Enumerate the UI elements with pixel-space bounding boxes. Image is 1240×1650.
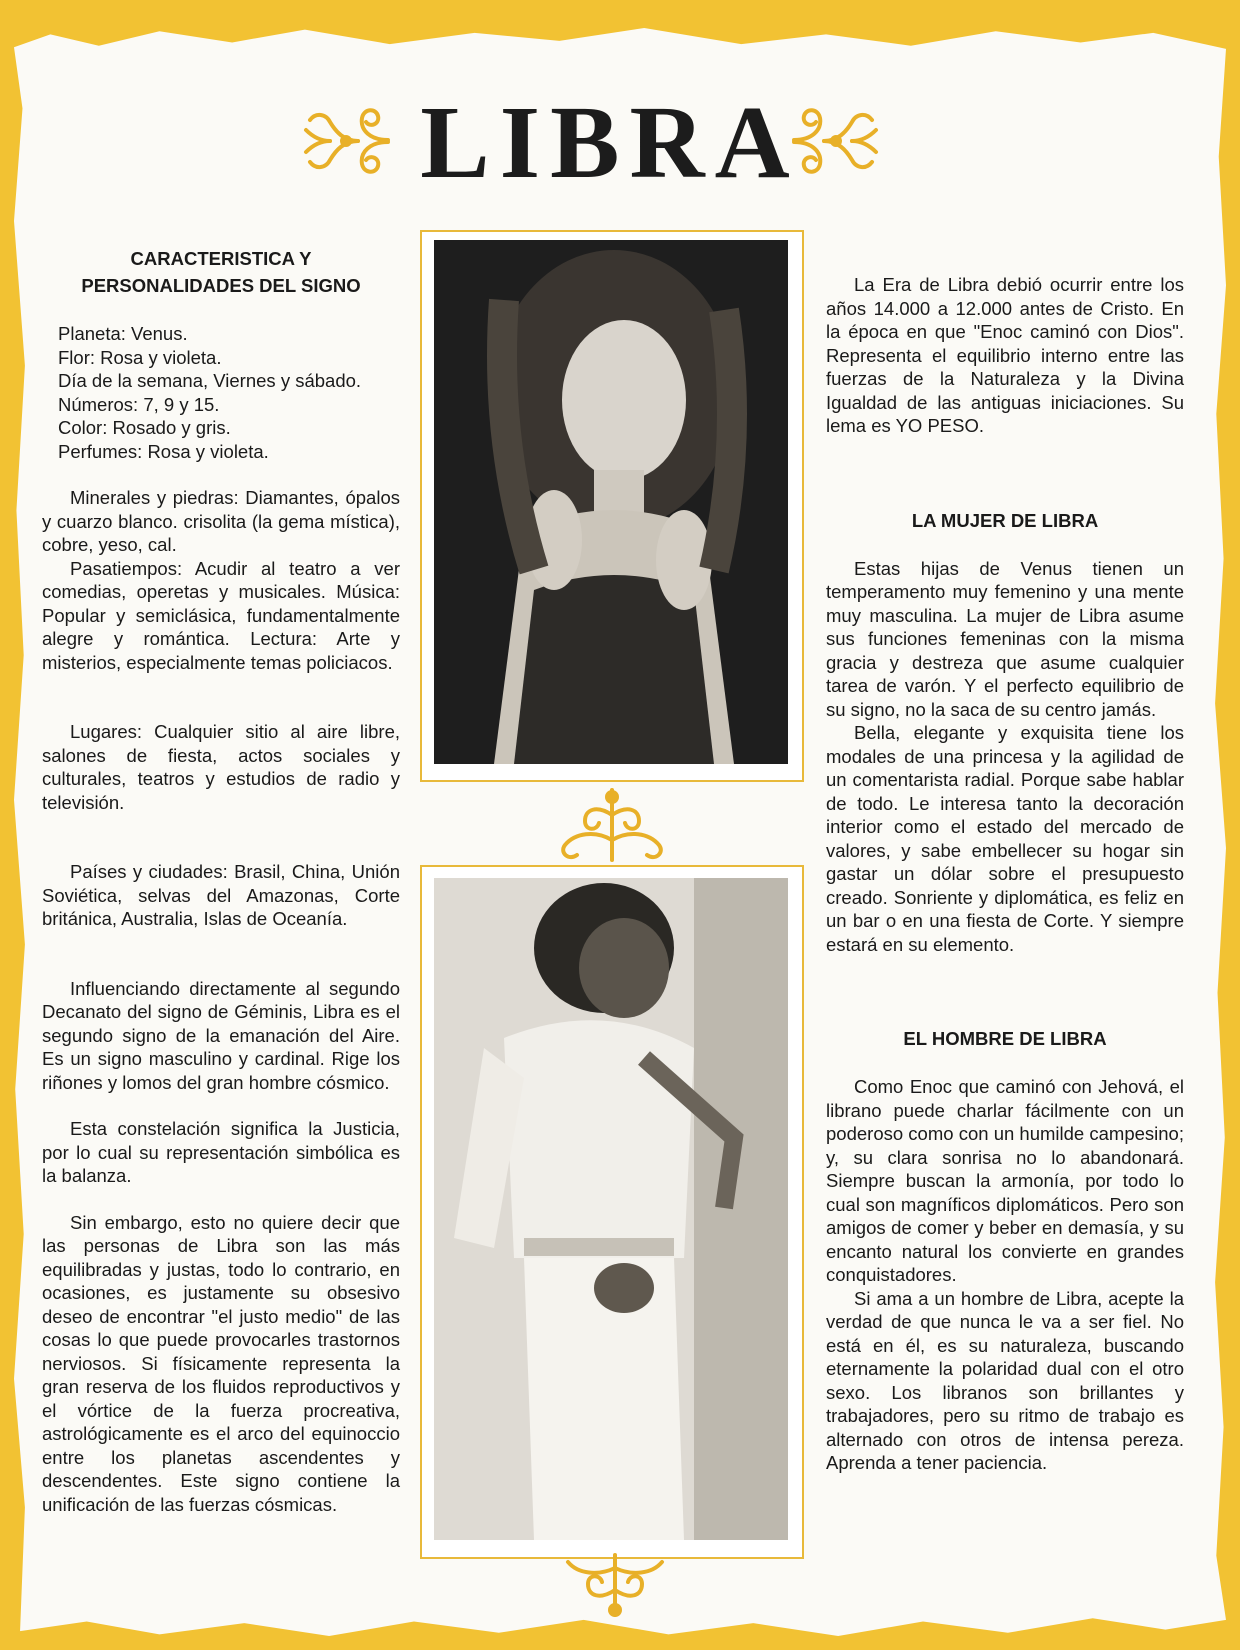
paragraph-minerales: Minerales y piedras: Diamantes, ópalos y cuarzo blanco. crisolita (la gema mística), cobre, yeso, cal. [42,487,400,555]
sign-facts-list [42,322,400,463]
man-photo-illustration [434,878,788,1540]
paragraph-mujer-2: Bella, elegante y exquisita tiene los modales de una princesa y la agilidad de un comentarista radial. Porque sabe hablar de todo. Le interesa tanto la decoración interior como el estado del mercado de valores, y sabe embellecer su hogar sin gastar un dólar sobre el presupuesto creado. Sonriente y diplomática, es feliz en un bar o en una fiesta de Corte. Y siempre estará en su elemento. [826,722,1184,955]
section-heading-caracteristicas: CARACTERISTICA Y [130,248,312,269]
fact-perfumes: Perfumes: Rosa y violeta. [58,440,269,462]
paragraph-paises: Países y ciudades: Brasil, China, Unión Soviética, selvas del Amazonas, Corte británica, Australia, Islas de Oceanía. [42,861,400,929]
page-title: LIBRA [420,85,800,200]
woman-photo-illustration [434,240,788,764]
section-heading-hombre: EL HOMBRE DE LIBRA [903,1028,1107,1049]
man-photo [434,878,788,1540]
paragraph-hombre-2: Si ama a un hombre de Libra, acepte la verdad de que nunca le va a ser fiel. No está en él, es su naturaleza, buscando eternamente la polaridad dual con el otro sexo. Los libranos son brillantes y trabajadores, pero su ritmo de trabajo es alternado con otros de intensa pereza. Aprenda a tener paciencia. [826,1287,1184,1473]
paragraph-constelacion: Esta constelación significa la Justicia, por lo cual su representación simbólica es la balanza. [42,1118,400,1186]
paragraph-influencia: Influenciando directamente al segundo Decanato del signo de Géminis, Libra es el segundo signo de la emanación del Aire. Es un signo masculino y cardinal. Rige los riñones y lomos del gran hombre cósmico. [42,977,400,1093]
paragraph-lugares: Lugares: Cualquier sitio al aire libre, salones de fiesta, actos sociales y culturales, teatros y estudios de radio y televisión. [42,721,400,813]
center-ornament-bottom [560,1550,670,1620]
fact-numeros: Números: 7, 9 y 15. [58,393,220,415]
fact-planeta: Planeta: Venus. [58,323,188,344]
fact-flor: Flor: Rosa y violeta. [58,346,222,368]
paragraph-pasatiempos: Pasatiempos: Acudir al teatro a ver comedias, operetas y musicales. Música: Popular y semiclásica, fundamentalmente alegre y romántica. Lectura: Arte y misterios, especialmente temas policiacos. [42,557,400,673]
woman-photo [434,240,788,764]
paragraph-sin-embargo: Sin embargo, esto no quiere decir que las personas de Libra son las más equilibradas y justas, todo lo contrario, en ocasiones, es justamente su obsesivo deseo de encontrar "el justo medio" de las cosas lo que puede provocarles trastornos nerviosos. Si físicamente representa la gran reserva de los fluidos reproductivos y el vórtice de la fuerza procreativa, astrológicamente es el arco del equinoccio entre los planetas ascendentes y descendentes. Este signo contiene la unificación de las fuerzas cósmicas. [42,1211,400,1515]
left-title-ornament [300,100,392,182]
section-heading-mujer: LA MUJER DE LIBRA [911,509,1099,531]
paragraph-era-libra: La Era de Libra debió ocurrir entre los años 14.000 a 12.000 antes de Cristo. En la época en que "Enoc caminó con Dios". Representa el equilibrio interno entre las fuerzas de la Naturaleza y la Divina Igualdad de las antiguas iniciaciones. Su lema es YO PESO. [826,274,1184,436]
center-ornament-top [555,785,670,865]
left-column [42,245,400,1516]
section-heading-personalidades: PERSONALIDADES DEL SIGNO [81,275,361,296]
fact-dia: Día de la semana, Viernes y sábado. [58,370,362,391]
right-column [826,273,1184,1475]
paragraph-hombre-1: Como Enoc que caminó con Jehová, el librano puede charlar fácilmente con un poderoso como con un humilde campesino; y, su clara sonrisa no lo abandonará. Siempre buscan la armonía, por todo lo cual son magníficos diplomáticos. Pero son amigos de comer y beber en demasía, y su encanto natural los convierte en grandes conquistadores. [826,1076,1184,1285]
paragraph-mujer-1: Estas hijas de Venus tienen un temperamento muy femenino y una mente muy masculina. La mujer de Libra asume sus funciones femeninas con la misma gracia y destreza que asume cualquier tarea de varón. Y el perfecto equilibrio de su signo, no la saca de su centro jamás. [826,557,1184,720]
fact-color: Color: Rosado y gris. [58,417,231,438]
